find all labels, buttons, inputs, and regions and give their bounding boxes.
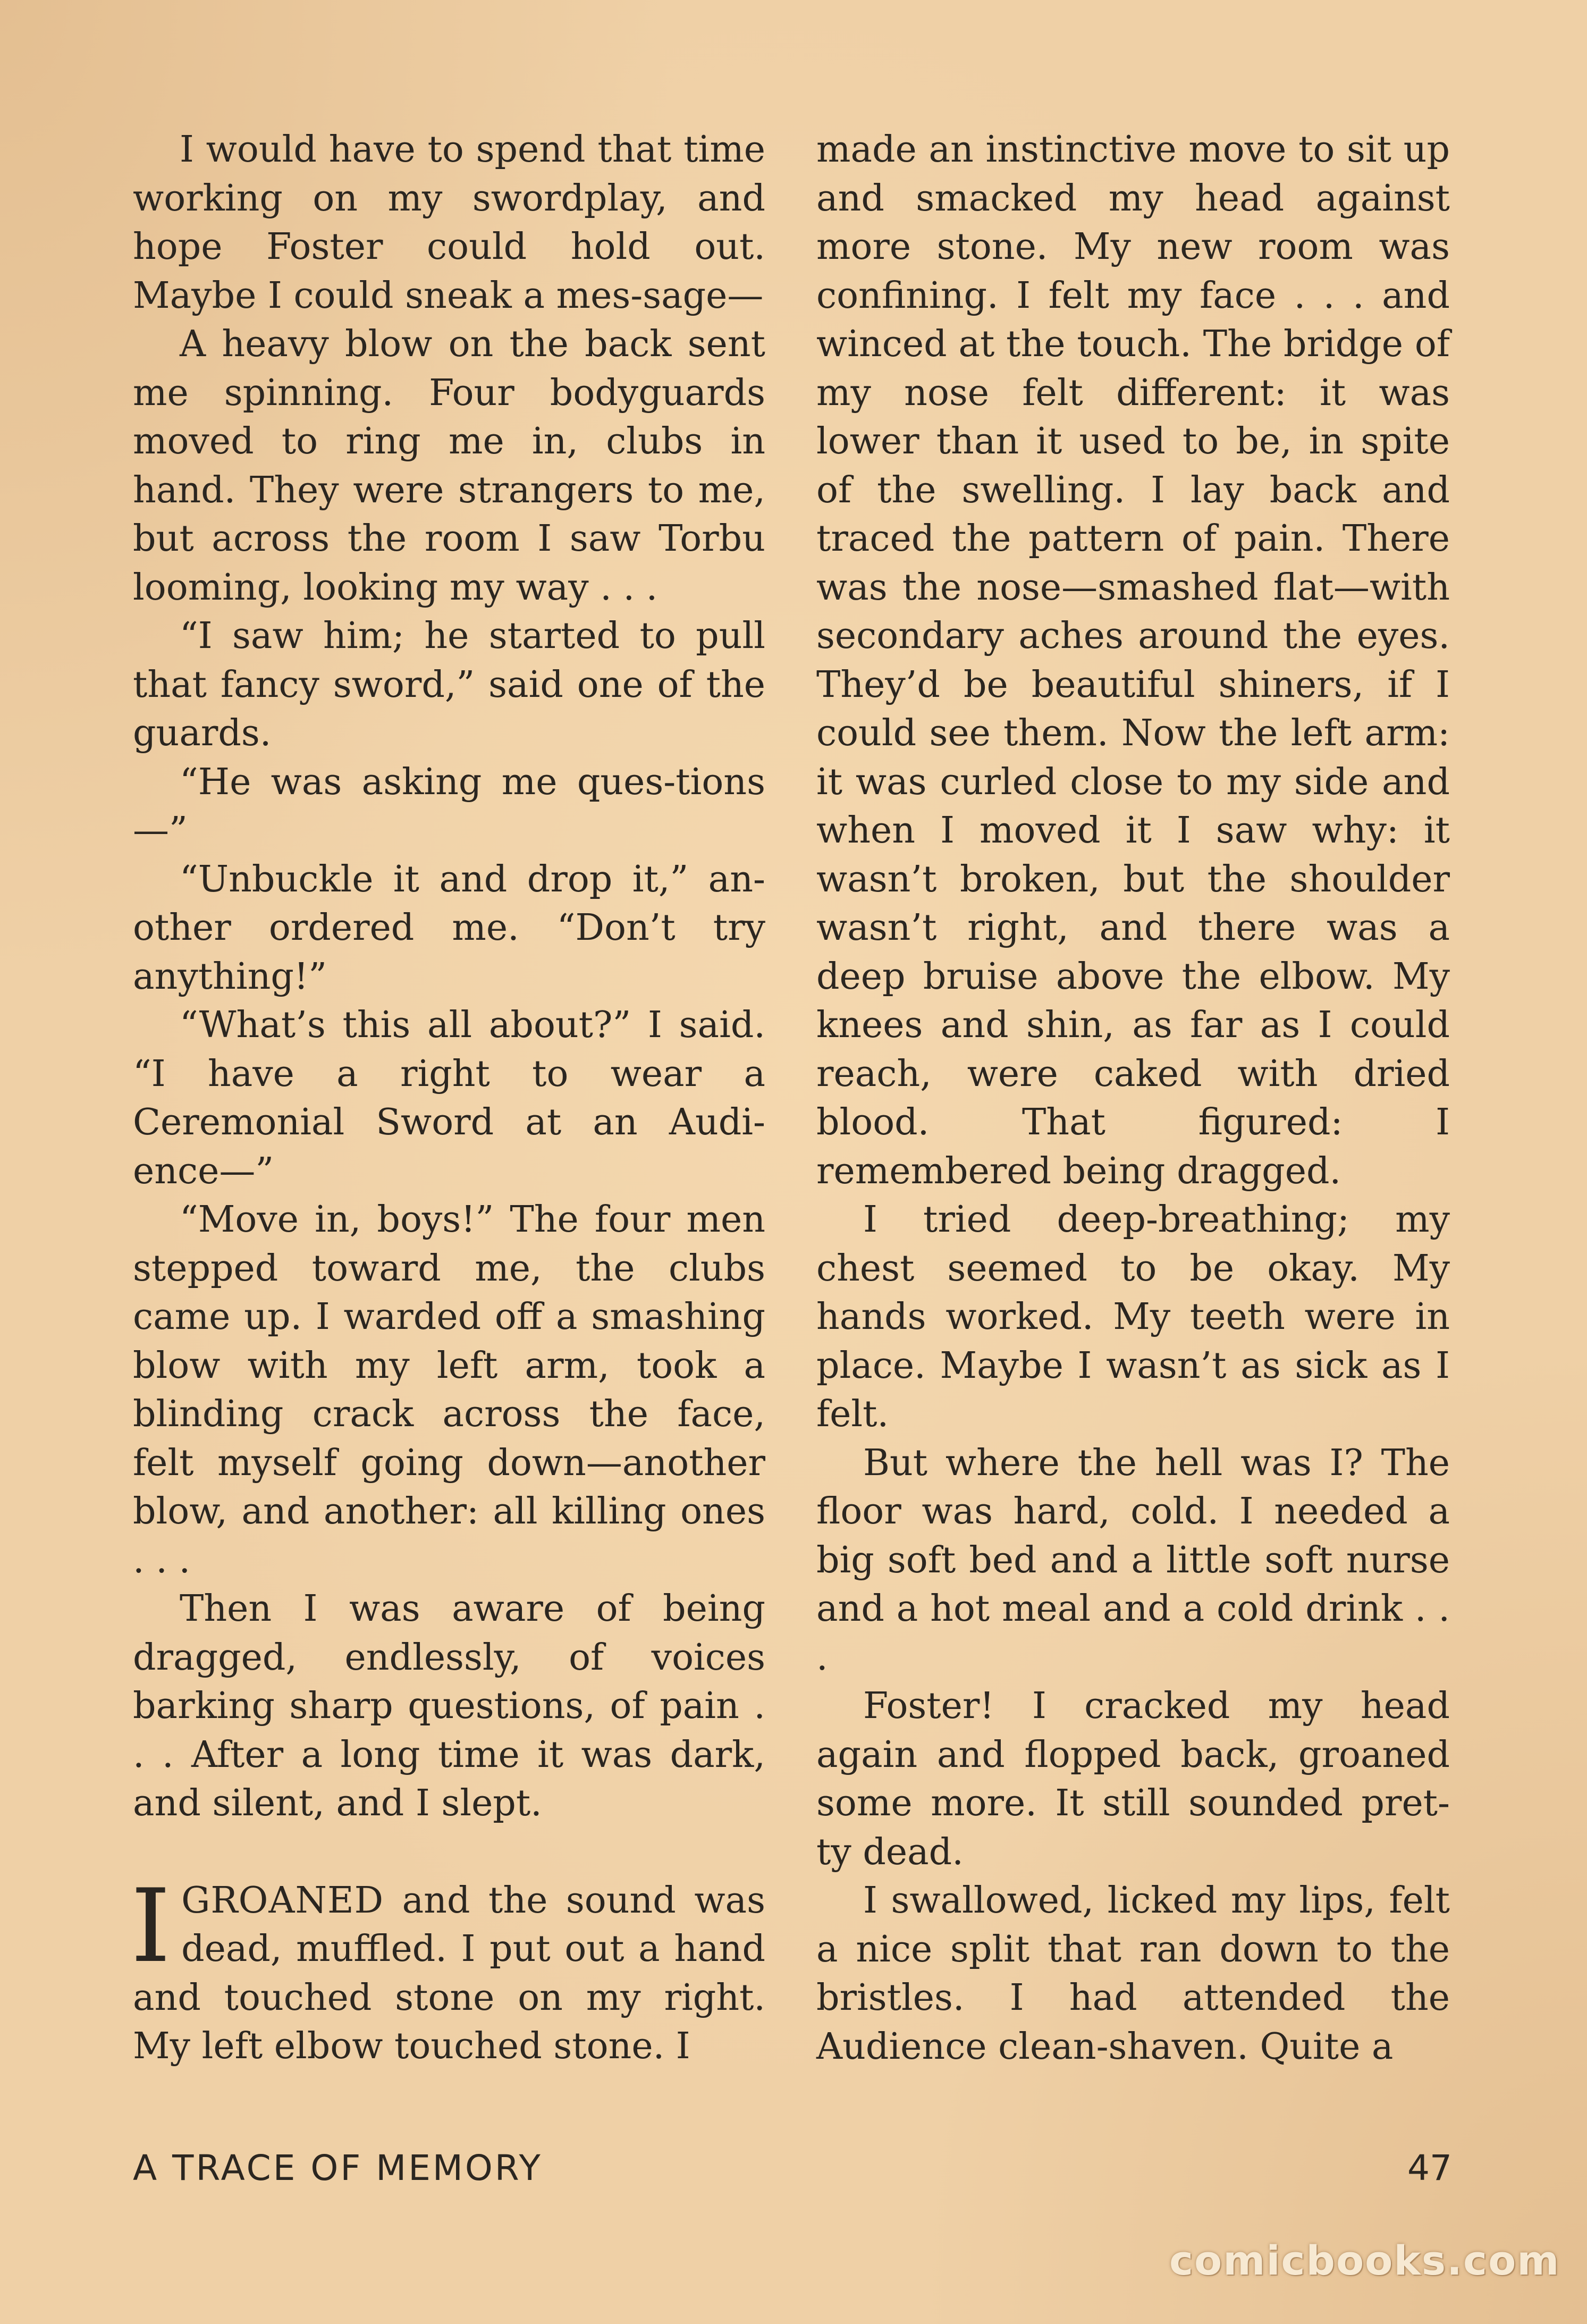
running-title: A TRACE OF MEMORY: [133, 2148, 543, 2188]
paragraph: But where the hell was I? The floor was hard, cold. I needed a big soft bed and a little soft nurse and a hot meal and a cold drink . . .: [816, 1442, 1450, 1679]
page-number: 47: [1407, 2148, 1452, 2188]
paragraph: “Unbuckle it and drop it,” an-other ordered me. “Don’t try anything!”: [133, 858, 765, 998]
paragraph: “He was asking me ques-tions—”: [133, 761, 765, 852]
paragraph: “I saw him; he started to pull that fancy sword,” said one of the guards.: [133, 615, 765, 754]
paragraph: I swallowed, licked my lips, felt a nice split that ran down to the bristles. I had attended the Audience clean-shaven. Quite a: [816, 1880, 1450, 2068]
paragraph: made an instinctive move to sit up and smacked my head against more stone. My new room was confining. I felt my face . . . and winced at the touch. The bridge of my nose felt different: it was lower than it used to be, in spite of the swelling. I lay back and traced the pattern of pain. There was the nose—smashed flat—with secondary aches around the eyes. They’d be beautiful shiners, if I could see them. Now the left arm: it was curled close to my side and when I moved it I saw why: it wasn’t broken, but the shoulder wasn’t right, and there was a deep bruise above the elbow. My knees and shin, as far as I could reach, were caked with dried blood. That figured: I remembered being dragged.: [816, 129, 1450, 1192]
watermark: comicbooks.com: [1169, 2237, 1560, 2284]
paragraph: Then I was aware of being dragged, endlessly, of voices barking sharp questions, of pain . . . After a long time it was dark, and silent, and I slept.: [133, 1588, 765, 1824]
small-caps-lead: GROANED: [181, 1879, 384, 1922]
right-text-column: [816, 125, 1450, 2071]
left-text-column: [133, 125, 765, 2071]
paragraph: A heavy blow on the back sent me spinning. Four bodyguards moved to ring me in, clubs in hand. They were strangers to me, but across the room I saw Torbu looming, looking my way . . .: [133, 323, 765, 609]
drop-cap: I: [131, 1867, 171, 1985]
paragraph: I would have to spend that time working on my swordplay, and hope Foster could hold out. Maybe I could sneak a mes-sage—: [133, 129, 765, 317]
paragraph: “What’s this all about?” I said. “I have a right to wear a Ceremonial Sword at an Audi-ence—”: [133, 1004, 765, 1192]
section-start-paragraph: [131, 1867, 765, 2071]
paragraph: Foster! I cracked my head again and flopped back, groaned some more. It still sounded pret-ty dead.: [816, 1685, 1450, 1873]
paragraph: “Move in, boys!” The four men stepped toward me, the clubs came up. I warded off a smashing blow with my left arm, took a blinding crack across the face, felt myself going down—another blow, and another: all killing ones . . .: [133, 1199, 765, 1581]
paragraph-text: and the sound was dead, muffled. I put out a hand and touched stone on my right. My left elbow touched stone. I: [133, 1879, 765, 2067]
paragraph: I tried deep-breathing; my chest seemed to be okay. My hands worked. My teeth were in place. Maybe I wasn’t as sick as I felt.: [816, 1199, 1450, 1435]
